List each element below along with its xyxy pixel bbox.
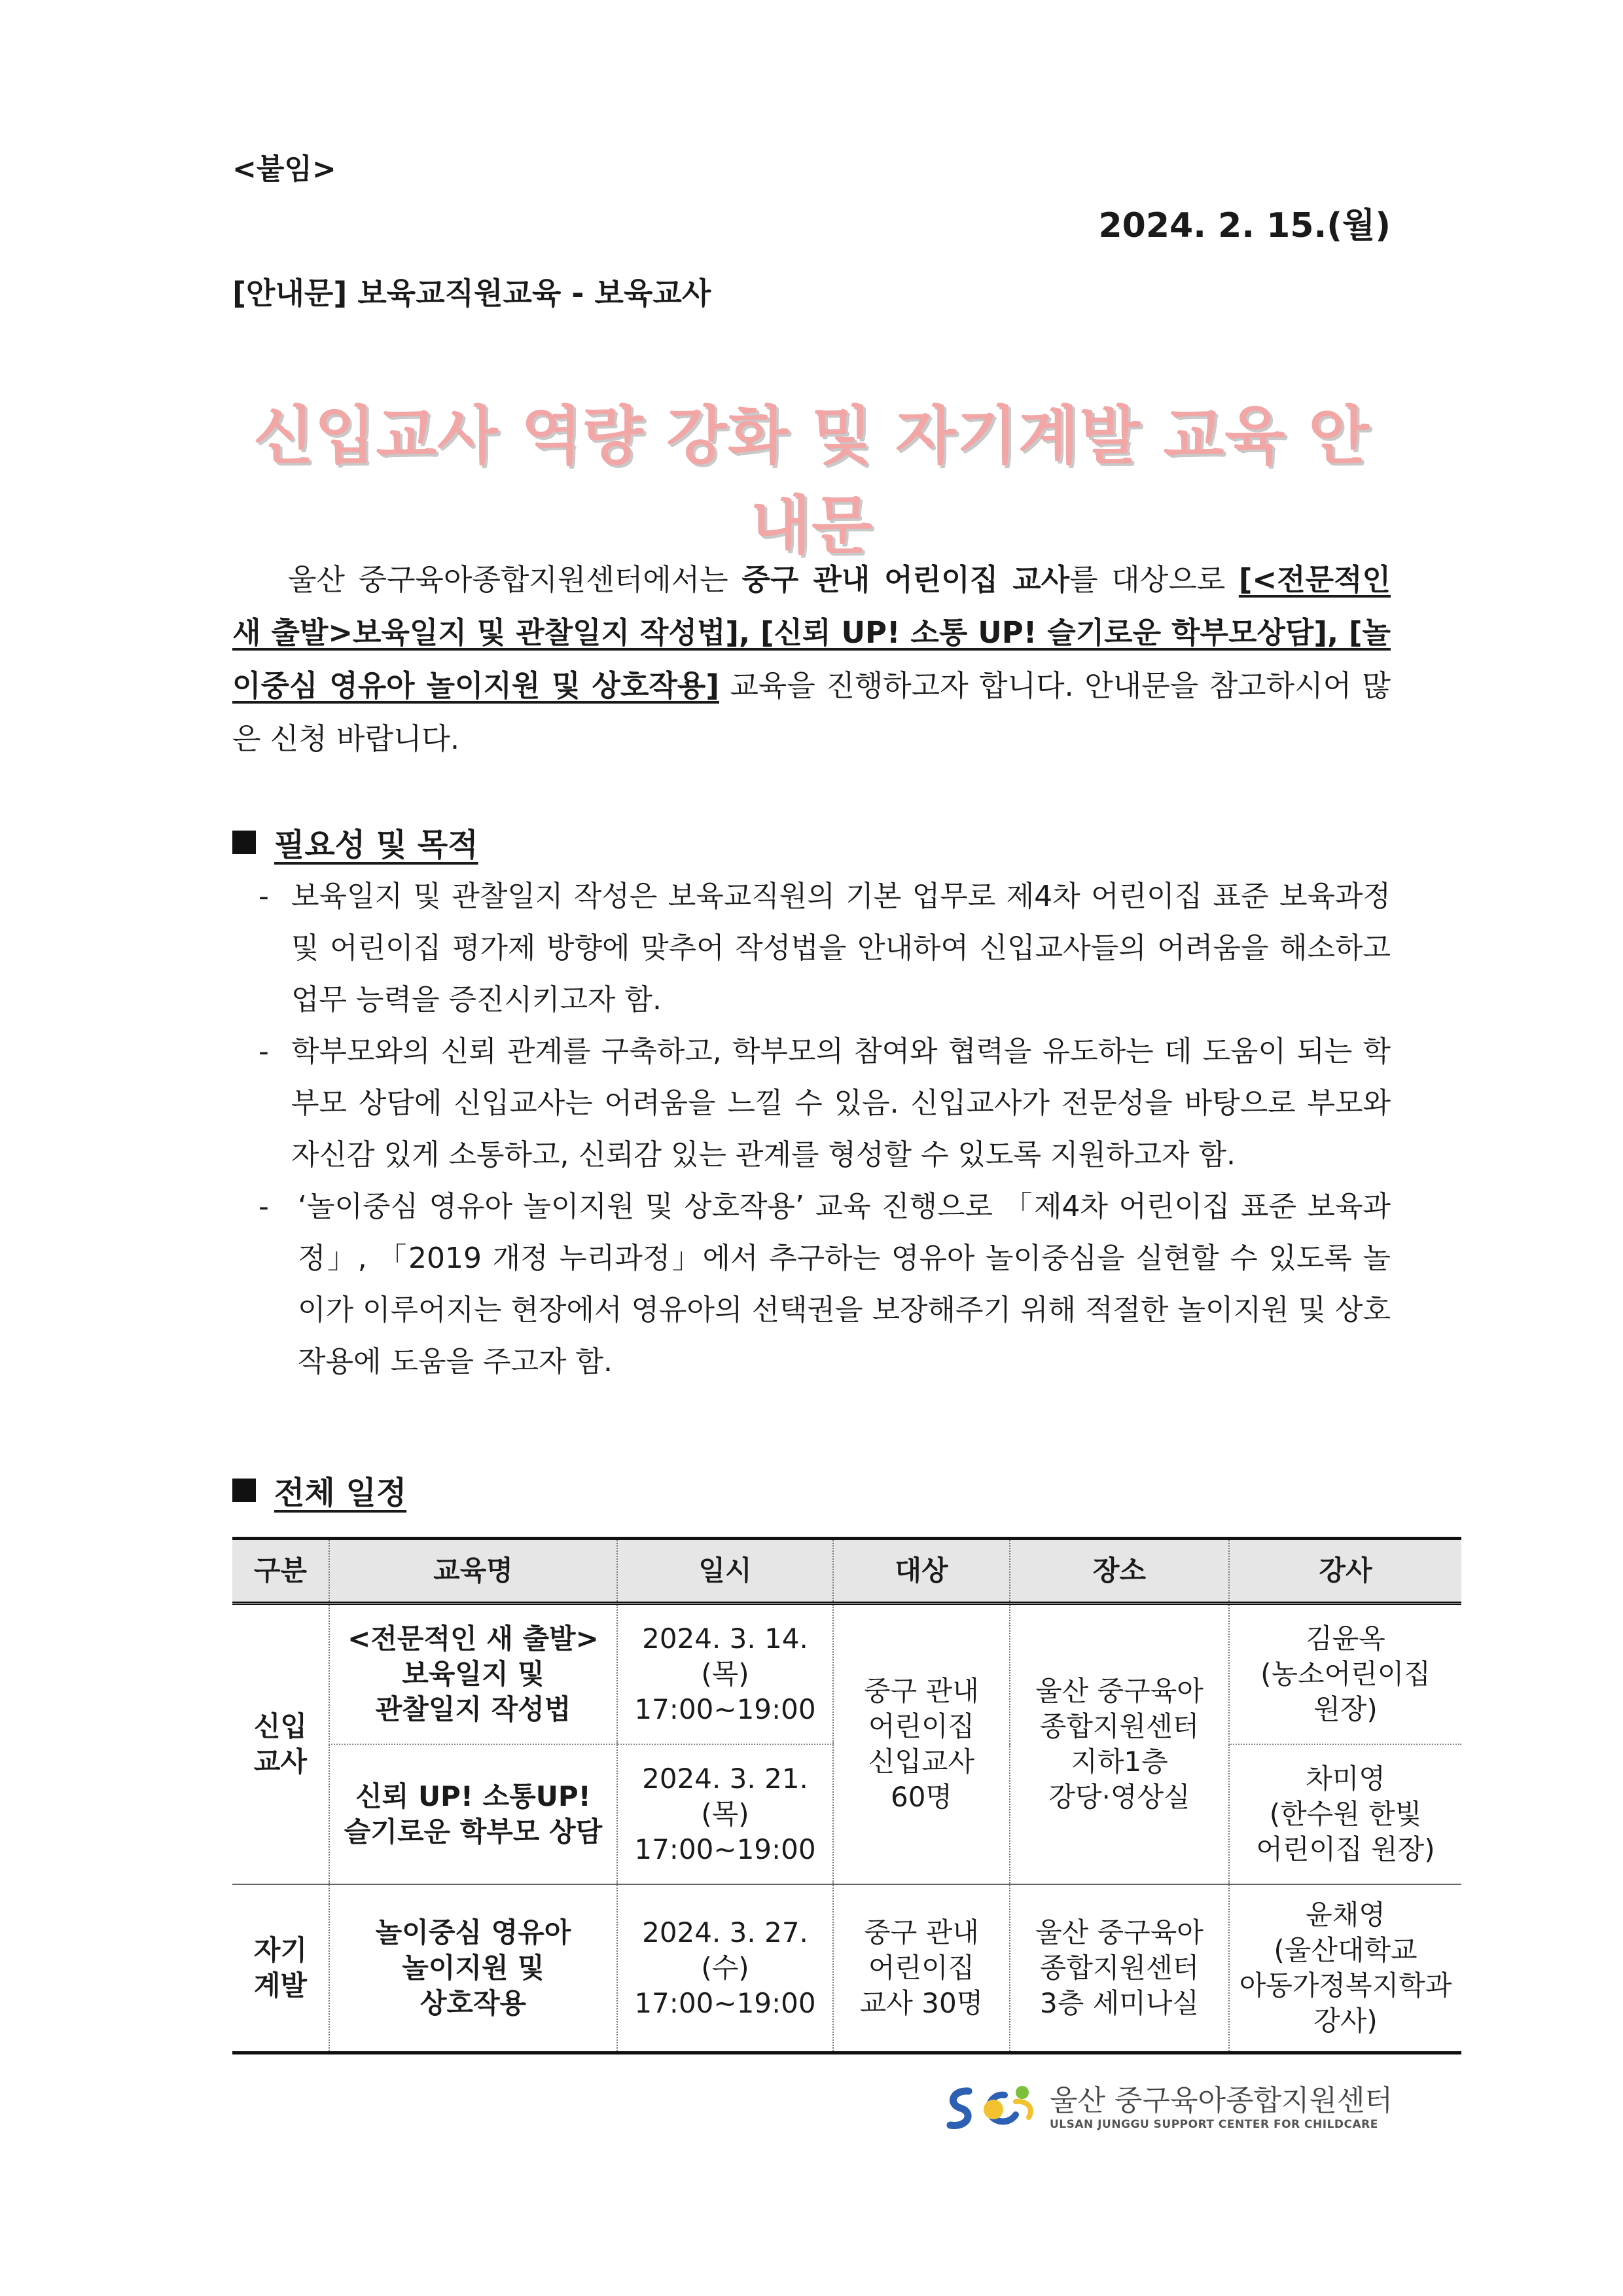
place-cell: 울산 중구육아 종합지원센터 3층 세미나실 (1010, 1884, 1229, 2053)
table-header-row (232, 1539, 1461, 1604)
purpose-item-1: 보육일지 및 관찰일지 작성은 보육교직원의 기본 업무로 제4차 어린이집 표준 보육과정 및 어린이집 평가제 방향에 맞추어 작성법을 안내하여 신입교사들의 어려움을 해소하고 업무 능력을 증진시키고자 함. (291, 880, 1391, 1016)
list-item: - 보육일지 및 관찰일지 작성은 보육교직원의 기본 업무로 제4차 어린이집 표준 보육과정 및 어린이집 평가제 방향에 맞추어 작성법을 안내하여 신입교사들의 어려움을 해소하고 업무 능력을 증진시키고자 함. (259, 870, 1391, 1026)
square-bullet-icon (232, 1479, 256, 1502)
datetime-cell: 2024. 3. 21.(목) 17:00~19:00 (617, 1744, 833, 1884)
instructor-cell: 차미영 (한수원 한빛 어린이집 원장) (1229, 1744, 1461, 1884)
page-title: 신입교사 역량 강화 및 자기계발 교육 안내문 (253, 399, 1370, 562)
footer-logo-block (942, 2078, 1393, 2137)
purpose-heading-text: 필요성 및 목적 (274, 827, 478, 863)
course-cell: <전문적인 새 출발> 보육일지 및 관찰일지 작성법 (329, 1604, 617, 1745)
table-row (232, 1604, 1461, 1745)
instructor-cell: 윤채영 (울산대학교 아동가정복지학과 강사) (1229, 1884, 1461, 2053)
schedule-table (232, 1537, 1461, 2054)
intro-text-2: 를 대상으로 (1069, 562, 1239, 597)
course-cell: 신뢰 UP! 소통UP! 슬기로운 학부모 상담 (329, 1744, 617, 1884)
document-date: 2024. 2. 15.(월) (1098, 206, 1391, 245)
table-row (232, 1884, 1461, 2053)
notice-label: [안내문] 보육교직원교육 - 보육교사 (232, 276, 711, 311)
purpose-heading (232, 819, 478, 865)
column-header: 일시 (617, 1539, 833, 1604)
target-cell: 중구 관내 어린이집 교사 30명 (833, 1884, 1010, 2053)
purpose-item-2: 학부모와의 신뢰 관계를 구축하고, 학부모의 참여와 협력을 유도하는 데 도움이 되는 학부모 상담에 신입교사는 어려움을 느낄 수 있음. 신입교사가 전문성을 바탕으로 부모와 자신감 있게 소통하고, 신뢰감 있는 관계를 형성할 수 있도록 지원하고자 함. (291, 1035, 1391, 1172)
intro-target: 중구 관내 어린이집 교사 (741, 562, 1070, 597)
column-header: 장소 (1010, 1539, 1229, 1604)
purpose-item-3: ‘놀이중심 영유아 놀이지원 및 상호작용’ 교육 진행으로 「제4차 어린이집 표준 보육과정」, 「2019 개정 누리과정」에서 추구하는 영유아 놀이중심을 실현할 수 있도록 놀이가 이루어지는 현장에서 영유아의 선택권을 보장해주기 위해 적절한 놀이지원 및 상호작용에 도움을 주고자 함. (298, 1190, 1391, 1378)
footer-org-name: 울산 중구육아종합지원센터 (1050, 2084, 1393, 2117)
intro-paragraph (232, 553, 1391, 765)
column-header: 구분 (232, 1539, 329, 1604)
target-cell: 중구 관내 어린이집 신입교사 60명 (833, 1604, 1010, 1885)
column-header: 교육명 (329, 1539, 617, 1604)
schedule-heading (232, 1467, 406, 1513)
category-cell: 자기 계발 (232, 1884, 329, 2053)
datetime-cell: 2024. 3. 14.(목) 17:00~19:00 (617, 1604, 833, 1745)
center-logo-icon (942, 2078, 1041, 2137)
intro-courses: [<전문적인 새 출발>보육일지 및 관찰일지 작성법], [신뢰 UP! 소통 UP! 슬기로운 학부모상담], [놀이중심 영유아 놀이지원 및 상호작용] (232, 562, 1391, 703)
schedule-heading-text: 전체 일정 (274, 1475, 407, 1511)
intro-text-3: 교육을 진행하고자 합니다. 안내문을 참고하시어 많은 신청 바랍니다. (232, 668, 1391, 756)
square-bullet-icon (232, 831, 256, 854)
datetime-cell: 2024. 3. 27.(수) 17:00~19:00 (617, 1884, 833, 2053)
category-cell: 신입 교사 (253, 1710, 308, 1778)
footer-org-english: ULSAN JUNGGU SUPPORT CENTER FOR CHILDCARE (1050, 2118, 1378, 2131)
list-item: - 학부모와의 신뢰 관계를 구축하고, 학부모의 참여와 협력을 유도하는 데 도움이 되는 학부모 상담에 신입교사는 어려움을 느낄 수 있음. 신입교사가 전문성을 바탕으로 부모와 자신감 있게 소통하고, 신뢰감 있는 관계를 형성할 수 있도록 지원하고자 함. (259, 1026, 1391, 1181)
instructor-cell: 김윤옥 (농소어린이집 원장) (1229, 1604, 1461, 1745)
attachment-label: <붙임> (232, 152, 336, 186)
purpose-list (259, 870, 1391, 1388)
column-header: 대상 (833, 1539, 1010, 1604)
list-item: - ‘놀이중심 영유아 놀이지원 및 상호작용’ 교육 진행으로 「제4차 어린이집 표준 보육과정」, 「2019 개정 누리과정」에서 추구하는 영유아 놀이중심을 실현할 수 있도록 놀이가 이루어지는 현장에서 영유아의 선택권을 보장해주기 위해 적절한 놀이지원 및 상호작용에 도움을 주고자 함. (259, 1181, 1391, 1388)
column-header: 강사 (1229, 1539, 1461, 1604)
place-cell: 울산 중구육아 종합지원센터 지하1층 강당·영상실 (1010, 1604, 1229, 1885)
course-cell: 놀이중심 영유아 놀이지원 및 상호작용 (329, 1884, 617, 2053)
intro-text-1: 울산 중구육아종합지원센터에서는 (288, 562, 742, 597)
